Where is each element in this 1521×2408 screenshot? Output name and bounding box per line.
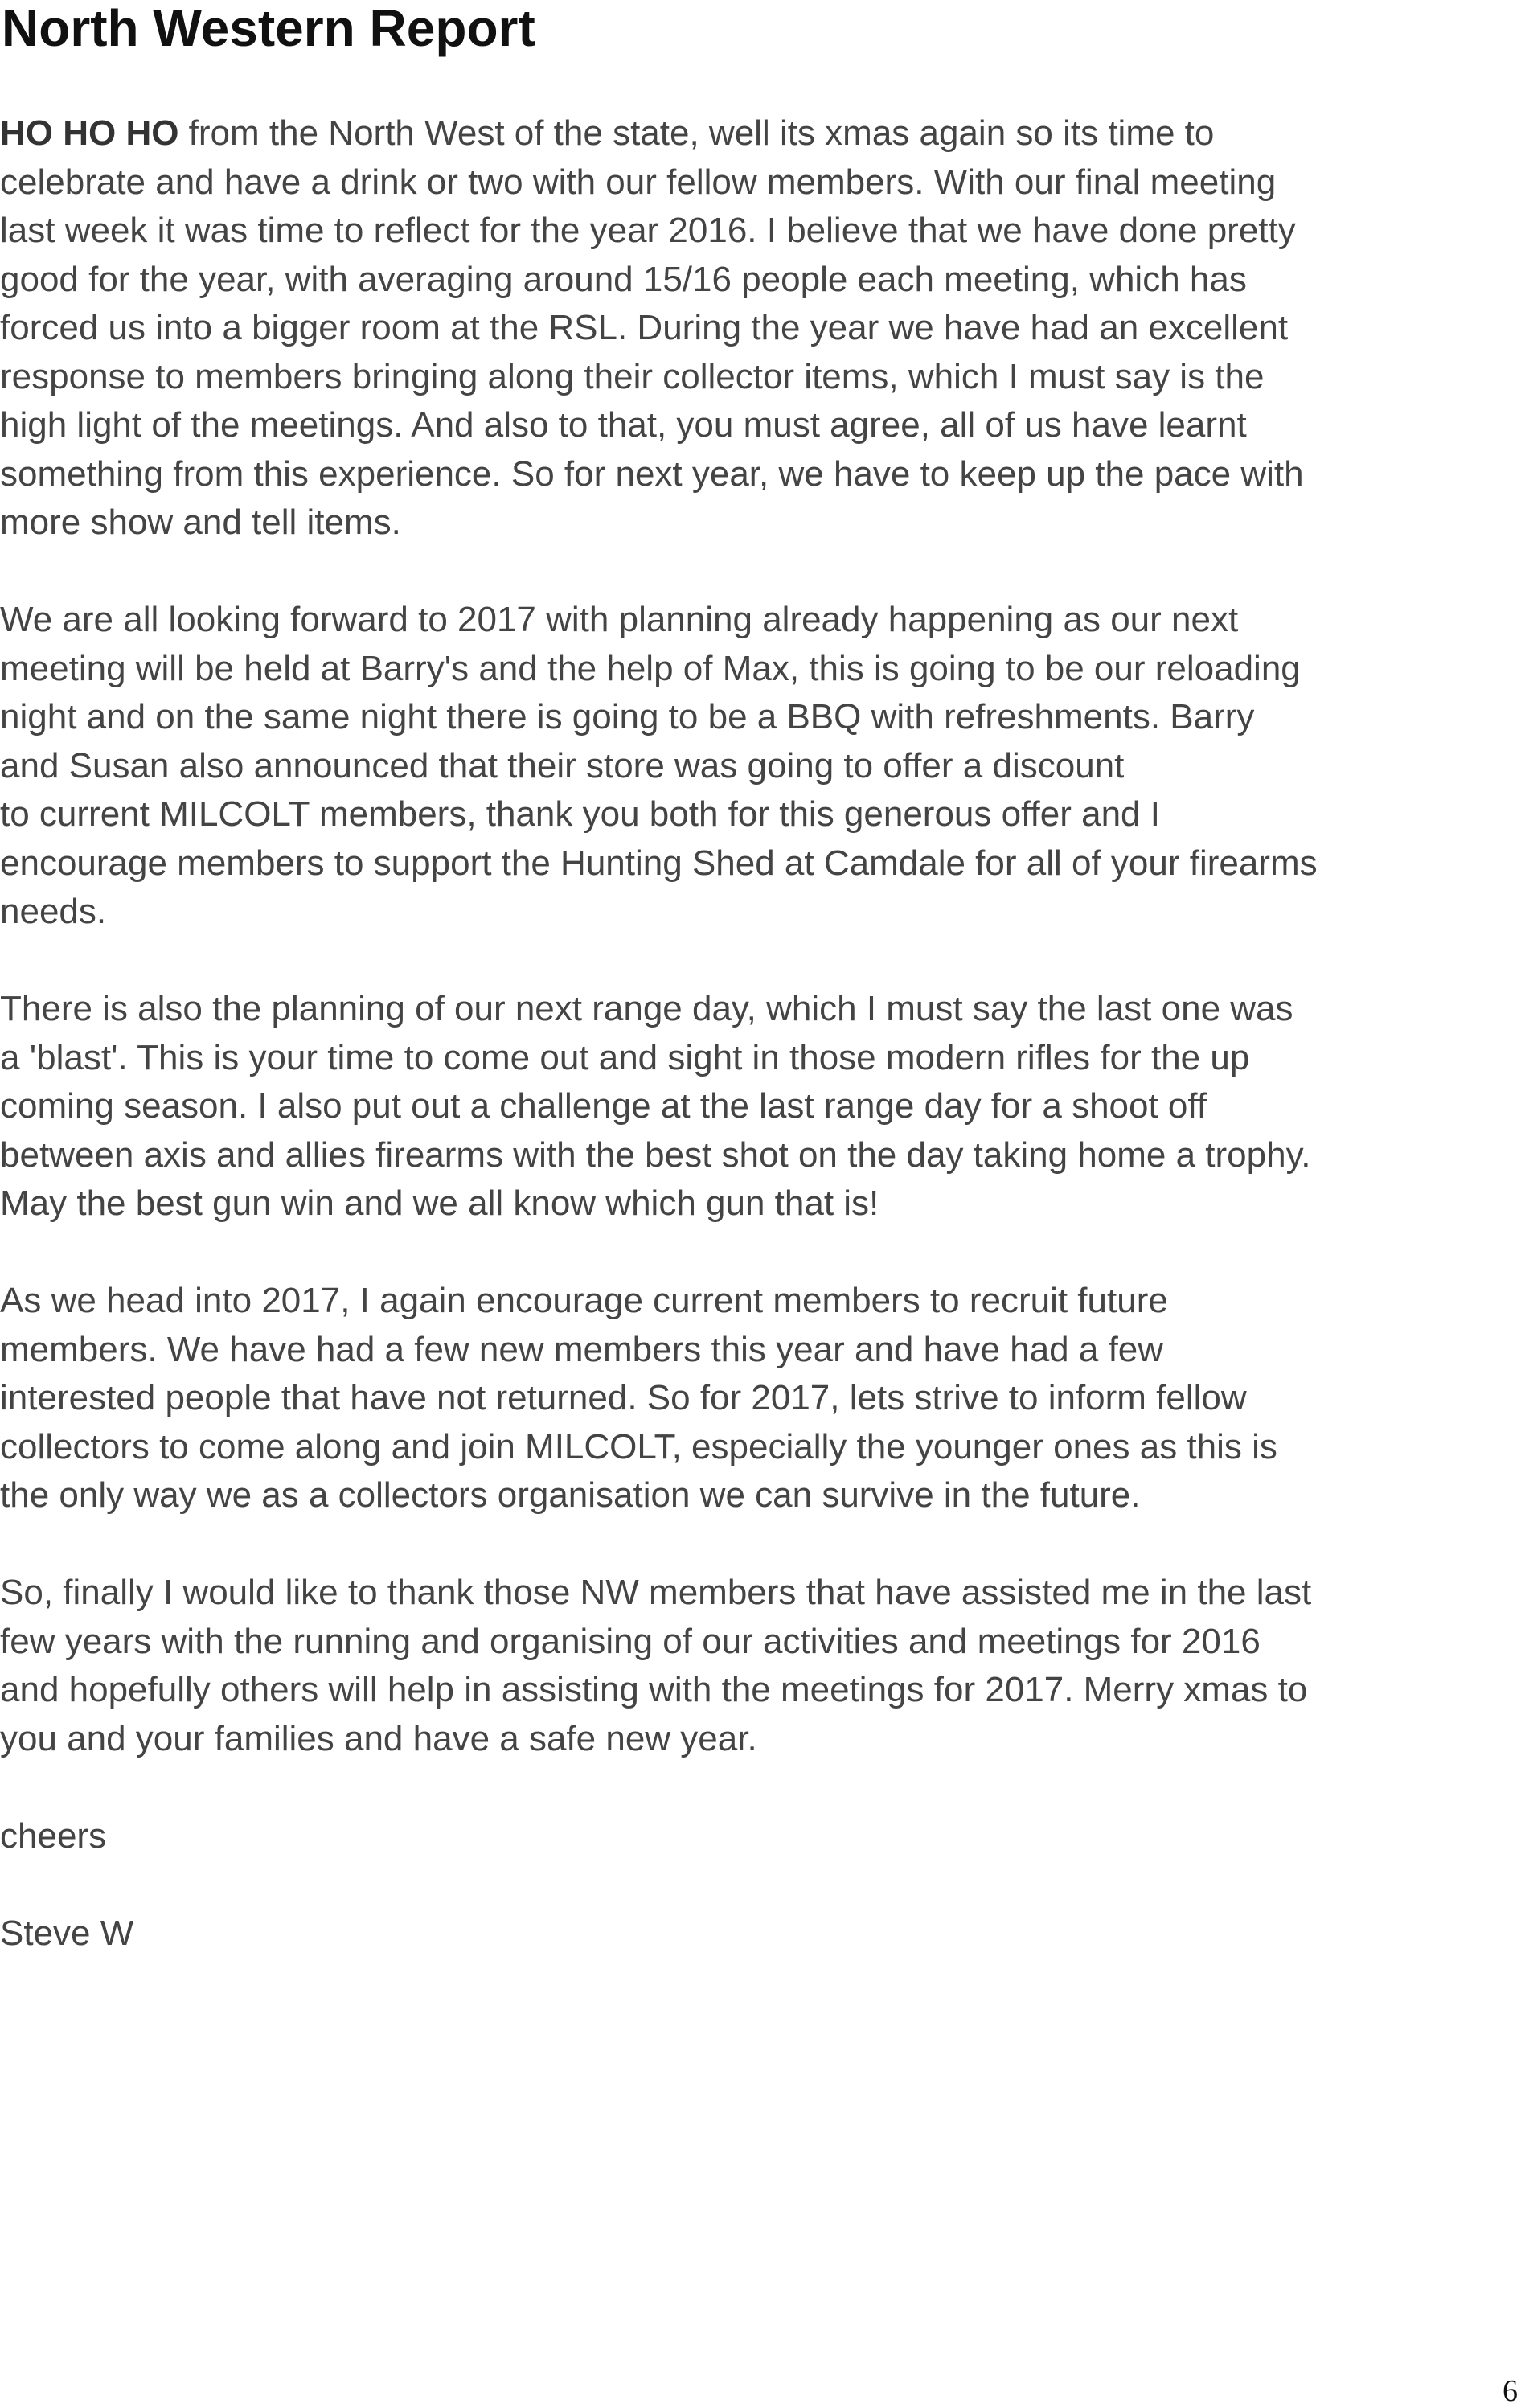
paragraph-line: a 'blast'. This is your time to come out and sight in those modern rifles for the up [0, 1037, 1250, 1077]
paragraph-line: and hopefully others will help in assisting with the meetings for 2017. Merry xmas to [0, 1670, 1308, 1709]
paragraph-line [0, 109, 1511, 158]
paragraph-line: good for the year, with averaging around 15/16 people each meeting, which has [0, 259, 1247, 299]
paragraph-planning [0, 596, 1511, 937]
paragraph-line: members. We have had a few new members this year and have had a few [0, 1329, 1164, 1369]
paragraph-intro [0, 109, 1511, 548]
paragraph-line: encourage members to support the Hunting Shed at Camdale for all of your firearms [0, 843, 1318, 883]
paragraph-line: celebrate and have a drink or two with our fellow members. With our final meeting [0, 162, 1277, 202]
paragraph-line: you and your families and have a safe new year. [0, 1718, 757, 1758]
paragraph-line: collectors to come along and join MILCOLT, especially the younger ones as this is [0, 1426, 1277, 1467]
paragraph-line: needs. [0, 892, 107, 931]
paragraph-line: high light of the meetings. And also to that, you must agree, all of us have learnt [0, 405, 1247, 445]
paragraph-line: So, finally I would like to thank those NW members that have assisted me in the last [0, 1573, 1312, 1612]
paragraph-line: meeting will be held at Barry's and the help of Max, this is going to be our reloading [0, 648, 1301, 688]
paragraph-line: the only way we as a collectors organisation we can survive in the future. [0, 1475, 1141, 1515]
paragraph-line: response to members bringing along their collector items, which I must say is the [0, 356, 1265, 396]
paragraph-line: and Susan also announced that their store was going to offer a discount [0, 745, 1125, 786]
paragraph-line: interested people that have not returned. So for 2017, lets strive to inform fellow [0, 1378, 1247, 1417]
paragraph-thanks [0, 1569, 1511, 1763]
greeting-lead: HO HO HO [0, 113, 179, 153]
page-number: 6 [1503, 2374, 1518, 2408]
paragraph-range-day [0, 985, 1511, 1229]
paragraph-line: forced us into a bigger room at the RSL. During the year we have had an excellent [0, 308, 1289, 347]
paragraph-line: coming season. I also put out a challenge at the last range day for a shoot off [0, 1086, 1207, 1126]
paragraph-line: last week it was time to reflect for the year 2016. I believe that we have done pretty [0, 211, 1296, 250]
signature [0, 1910, 1511, 1959]
report-body [0, 109, 1511, 2007]
paragraph-line: more show and tell items. [0, 503, 401, 542]
page-title: North Western Report [2, 0, 535, 57]
paragraph-line-text: from the North West of the state, well its xmas again so its time to [178, 113, 1215, 153]
paragraph-line: few years with the running and organising of our activities and meetings for 2016 [0, 1621, 1261, 1661]
paragraph-line: something from this experience. So for next year, we have to keep up the pace with [0, 453, 1304, 494]
sign-off [0, 1812, 1511, 1861]
paragraph-line: We are all looking forward to 2017 with planning already happening as our next [0, 600, 1239, 639]
author-name: Steve W [0, 1913, 134, 1953]
paragraph-line: between axis and allies firearms with the best shot on the day taking home a trophy. [0, 1134, 1311, 1175]
paragraph-line: As we head into 2017, I again encourage current members to recruit future [0, 1281, 1168, 1320]
paragraph-line: to current MILCOLT members, thank you both for this generous offer and I [0, 794, 1160, 834]
sign-off-text: cheers [0, 1815, 107, 1856]
paragraph-line: There is also the planning of our next range day, which I must say the last one was [0, 989, 1293, 1028]
paragraph-line: May the best gun win and we all know which gun that is! [0, 1183, 879, 1223]
paragraph-line: night and on the same night there is going to be a BBQ with refreshments. Barry [0, 697, 1255, 736]
paragraph-recruitment [0, 1277, 1511, 1520]
